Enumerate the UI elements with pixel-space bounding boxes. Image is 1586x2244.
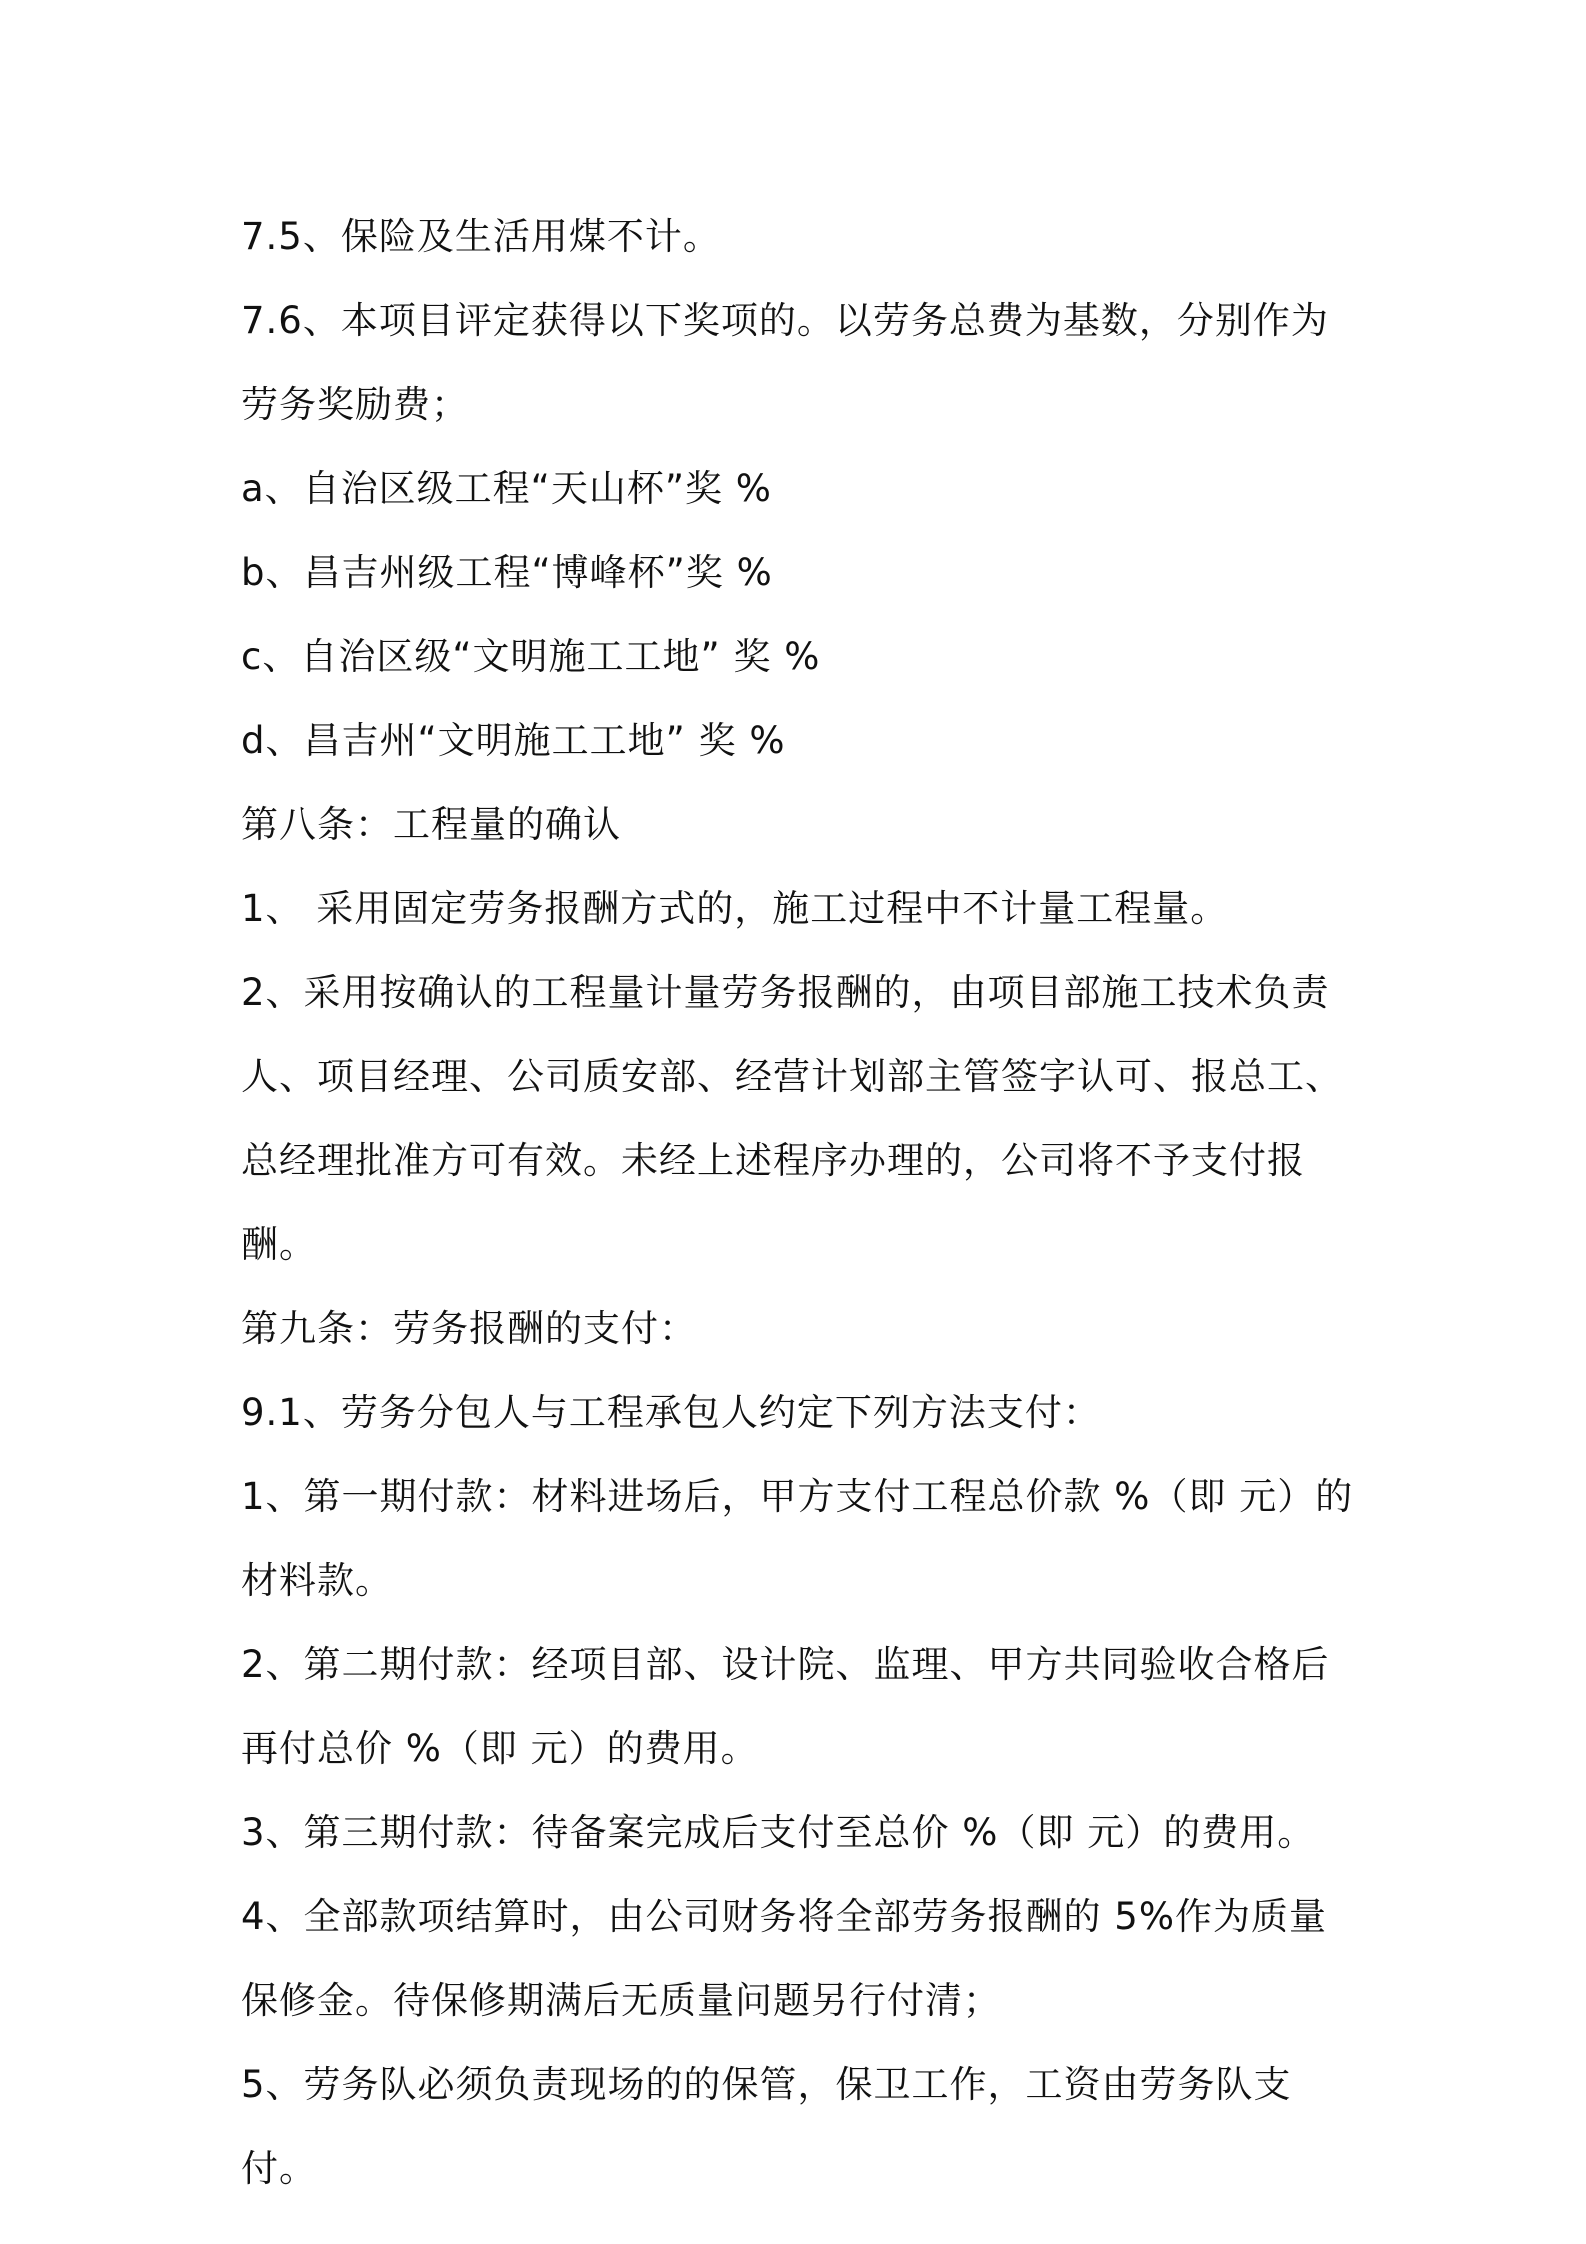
award-item-d: d、昌吉州“文明施工工地” 奖 %	[241, 719, 786, 762]
section-heading-article-8: 第八条：工程量的确认	[241, 803, 621, 846]
payment-item-2: 2、第二期付款：经项目部、设计院、监理、甲方共同验收合格后再付总价 %（即 元）的费用。	[241, 1643, 1330, 1770]
document-body	[241, 195, 1361, 2211]
section-heading-article-9: 第九条：劳务报酬的支付：	[241, 1307, 697, 1350]
payment-item-1: 1、第一期付款：材料进场后，甲方支付工程总价款 %（即 元）的材料款。	[241, 1475, 1354, 1602]
payment-item-3: 3、第三期付款：待备案完成后支付至总价 %（即 元）的费用。	[241, 1811, 1316, 1854]
award-item-c: c、自治区级“文明施工工地” 奖 %	[241, 635, 821, 678]
payment-item-4: 4、全部款项结算时，由公司财务将全部劳务报酬的 5%作为质量保修金。待保修期满后无质量问题另行付清；	[241, 1895, 1327, 2022]
paragraph-7-6: 7.6、本项目评定获得以下奖项的。以劳务总费为基数，分别作为劳务奖励费；	[241, 299, 1329, 426]
article-8-item-2: 2、采用按确认的工程量计量劳务报酬的，由项目部施工技术负责人、项目经理、公司质安部、经营计划部主管签字认可、报总工、总经理批准方可有效。未经上述程序办理的，公司将不予支付报酬。	[241, 971, 1343, 1266]
article-8-item-1: 1、 采用固定劳务报酬方式的，施工过程中不计量工程量。	[241, 887, 1229, 930]
paragraph-9-1: 9.1、劳务分包人与工程承包人约定下列方法支付：	[241, 1391, 1101, 1434]
paragraph-7-5: 7.5、保险及生活用煤不计。	[241, 215, 721, 258]
award-item-b: b、昌吉州级工程“博峰杯”奖 %	[241, 551, 773, 594]
award-item-a: a、自治区级工程“天山杯”奖 %	[241, 467, 772, 510]
payment-item-5: 5、劳务队必须负责现场的的保管，保卫工作，工资由劳务队支付。	[241, 2063, 1292, 2190]
